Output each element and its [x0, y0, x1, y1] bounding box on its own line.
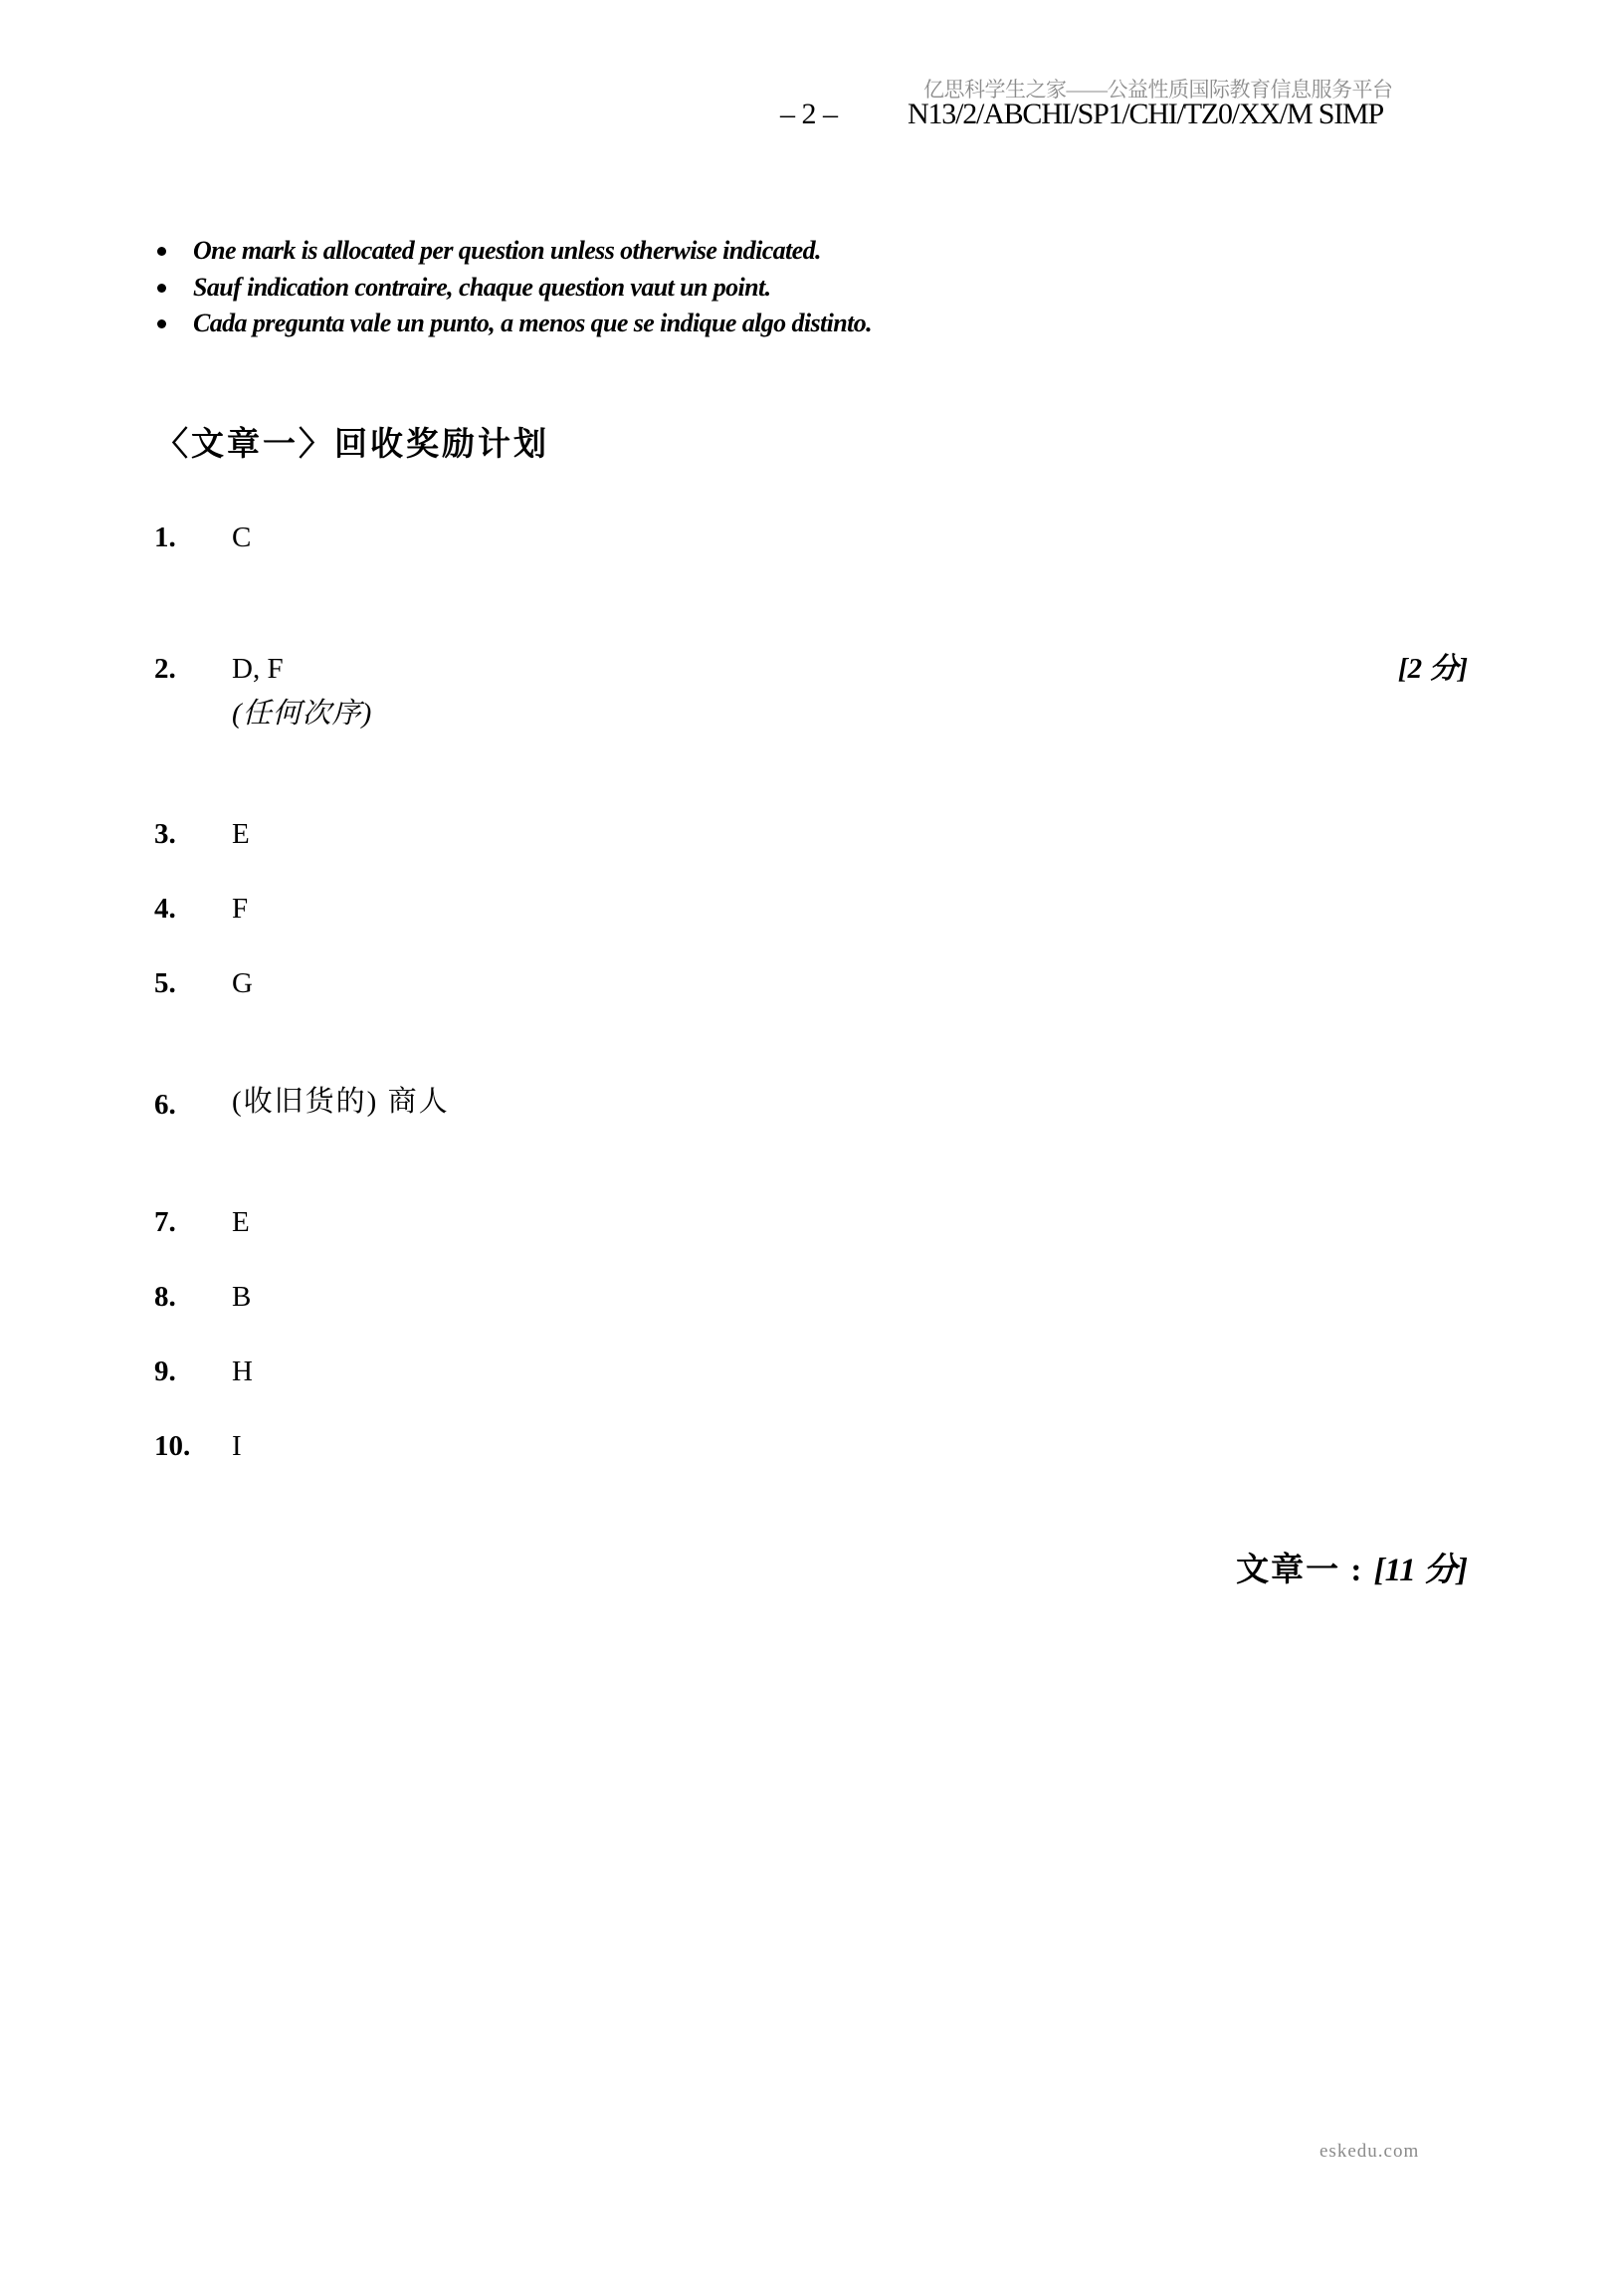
instruction-text: Sauf indication contraire, chaque question vaut un point. [193, 272, 771, 302]
question-answer: H [232, 1356, 253, 1387]
question-number: 7. [154, 1206, 176, 1238]
question-answer: E [232, 1206, 250, 1238]
question-answer: (收旧货的) 商人 [232, 1086, 450, 1118]
question-answer: B [232, 1281, 252, 1313]
question-number: 10. [154, 1430, 191, 1462]
section-title: 〈文章一〉回收奖励计划 [155, 424, 549, 463]
section-total-label: 文章一 : [1236, 1553, 1374, 1588]
document-code: N13/2/ABCHI/SP1/CHI/TZ0/XX/M SIMP [908, 98, 1383, 130]
instruction-text: Cada pregunta vale un punto, a menos que se indique algo distinto. [193, 309, 873, 337]
question-marks: [2 分] [1397, 653, 1468, 685]
footer-site-watermark: eskedu.com [1319, 2141, 1420, 2162]
page-number: – 2 – [780, 98, 838, 130]
bullet-icon [157, 319, 166, 328]
question-answer: F [232, 893, 249, 925]
question-number: 1. [154, 522, 176, 553]
question-number: 6. [154, 1089, 176, 1121]
section-total [1236, 1551, 1468, 1590]
instruction-item [157, 270, 872, 307]
section-total-marks: [11 分] [1373, 1553, 1468, 1588]
instruction-list [157, 233, 872, 342]
instruction-item [157, 233, 872, 270]
question-answer: I [232, 1430, 242, 1462]
question-number: 2. [154, 653, 176, 685]
instruction-item [157, 306, 872, 342]
question-number: 8. [154, 1281, 176, 1313]
watermark-text: 亿思科学生之家——公益性质国际教育信息服务平台 [923, 78, 1393, 102]
question-note: (任何次序) [232, 698, 373, 730]
question-answer: G [232, 967, 253, 999]
bullet-icon [157, 247, 166, 256]
question-answer: D, F [232, 653, 284, 685]
instruction-text: One mark is allocated per question unless otherwise indicated. [193, 236, 821, 265]
question-number: 9. [154, 1356, 176, 1387]
question-number: 3. [154, 818, 176, 850]
question-answer: C [232, 522, 252, 553]
question-answer: E [232, 818, 250, 850]
question-number: 5. [154, 967, 176, 999]
bullet-icon [157, 284, 166, 293]
question-number: 4. [154, 893, 176, 925]
